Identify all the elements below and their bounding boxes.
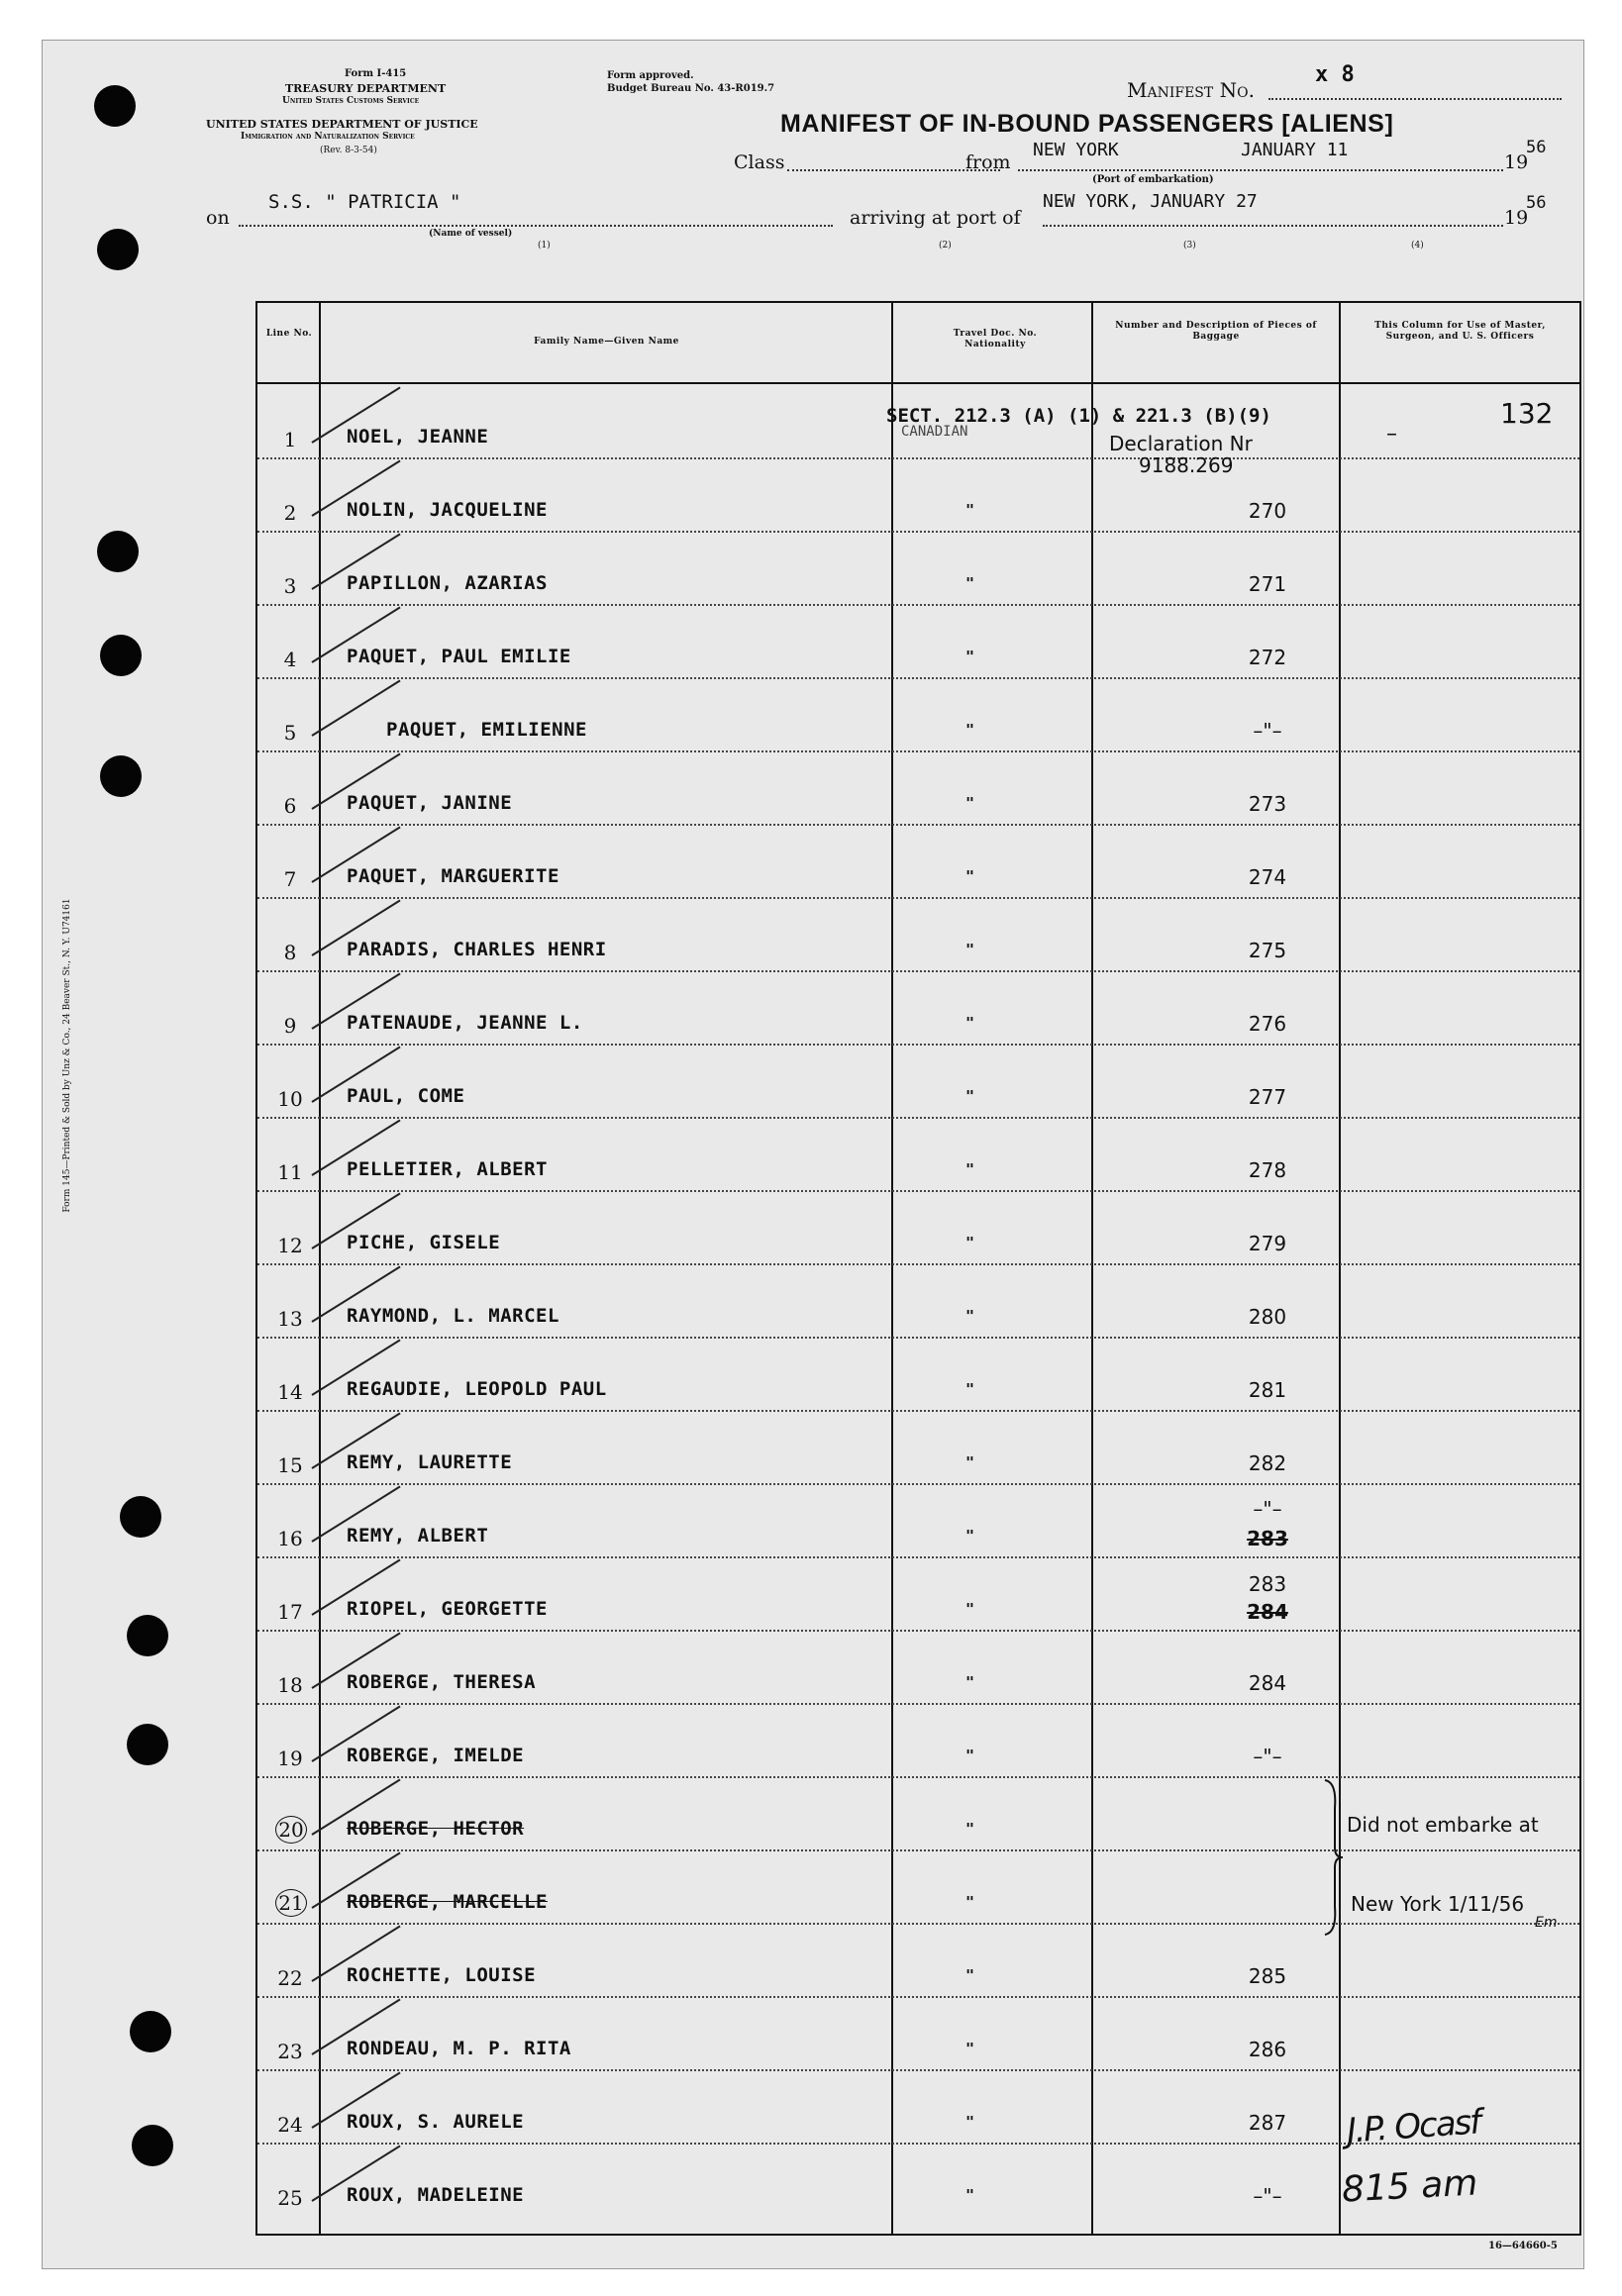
col-number-1: (1): [538, 241, 551, 250]
ins-service: Immigration and Naturalization Service: [241, 132, 415, 142]
arriving-label: arriving at port of: [850, 207, 1021, 229]
line-number: 2: [283, 501, 297, 525]
table-row: [257, 1410, 1579, 1485]
travel-doc: ": [965, 1600, 975, 1618]
travel-doc: ": [965, 1527, 975, 1545]
baggage-number: 287: [1248, 2111, 1287, 2135]
col-number-3: (3): [1183, 241, 1196, 250]
table-row: [257, 824, 1579, 899]
line-number: 16: [277, 1527, 303, 1550]
passenger-name: PAQUET, MARGUERITE: [347, 865, 559, 887]
nationality: CANADIAN: [901, 424, 968, 440]
table-row: [257, 1556, 1579, 1632]
passenger-name: REMY, ALBERT: [347, 1525, 489, 1547]
travel-doc: ": [965, 794, 975, 812]
baggage-number: –"–: [1253, 1745, 1282, 1768]
punch-hole: [100, 755, 142, 797]
line-number: 6: [283, 794, 297, 818]
table-row: [257, 677, 1579, 752]
table-row: [257, 531, 1579, 606]
line-number: 5: [283, 721, 297, 745]
baggage-number: 277: [1248, 1085, 1287, 1109]
travel-doc: ": [965, 1014, 975, 1032]
line-number: 25: [277, 2186, 303, 2210]
col-header-name: Family Name—Given Name: [534, 337, 679, 347]
line-number: 9: [283, 1014, 297, 1038]
punch-hole: [97, 531, 139, 572]
travel-doc: ": [965, 1307, 975, 1325]
travel-doc: ": [965, 1380, 975, 1398]
baggage-number: –"–: [1253, 2184, 1282, 2208]
line-number: 22: [277, 1966, 303, 1990]
port-caption: (Port of embarkation): [1092, 174, 1214, 185]
passenger-name: ROUX, MADELEINE: [347, 2184, 525, 2206]
manifest-title: MANIFEST OF IN-BOUND PASSENGERS [ALIENS]: [780, 110, 1394, 138]
passenger-name: REMY, LAURETTE: [347, 1451, 513, 1473]
baggage-number: 273: [1248, 792, 1287, 816]
table-row: [257, 1190, 1579, 1265]
table-row: [257, 604, 1579, 679]
punch-hole: [97, 229, 139, 270]
officer-dash: –: [1386, 422, 1397, 447]
line-number: 24: [277, 2113, 303, 2137]
baggage-number: 275: [1248, 939, 1287, 962]
class-label: Class: [734, 151, 785, 173]
manifest-sheet: [42, 40, 1584, 2269]
table-row: [257, 1630, 1579, 1705]
baggage-number: 272: [1248, 646, 1287, 669]
passenger-name: PAQUET, PAUL EMILIE: [347, 646, 571, 667]
passenger-name: PICHE, GISELE: [347, 1232, 501, 1253]
passenger-name: RIOPEL, GEORGETTE: [347, 1598, 548, 1620]
baggage-number: 279: [1248, 1232, 1287, 1255]
from-port: NEW YORK: [1033, 140, 1119, 160]
baggage-number: 270: [1248, 499, 1287, 523]
travel-doc: ": [965, 1893, 975, 1911]
passenger-name: ROBERGE, IMELDE: [347, 1745, 525, 1766]
travel-doc: ": [965, 2113, 975, 2131]
line-number: 11: [277, 1160, 303, 1184]
baggage-number: 285: [1248, 1964, 1287, 1988]
arrival-dots: [1043, 225, 1503, 227]
col-header-line: Line No.: [265, 329, 313, 339]
baggage-number: –"–: [1253, 719, 1282, 743]
col-number-2: (2): [939, 241, 952, 250]
justice-department: UNITED STATES DEPARTMENT OF JUSTICE: [206, 118, 478, 131]
travel-doc: ": [965, 1453, 975, 1471]
baggage-number: 278: [1248, 1158, 1287, 1182]
from-date: JANUARY 11: [1241, 140, 1349, 160]
table-row: [257, 1703, 1579, 1778]
line-number: 23: [277, 2040, 303, 2063]
line-number: 7: [283, 867, 297, 891]
punch-hole: [120, 1496, 161, 1538]
travel-doc: ": [965, 941, 975, 958]
table-row: [257, 750, 1579, 826]
table-row: [257, 1483, 1579, 1558]
manifest-label: Manifest No.: [1127, 78, 1255, 102]
treasury-department: TREASURY DEPARTMENT: [285, 82, 447, 95]
footer-code: 16—64660-5: [1488, 2241, 1558, 2251]
passenger-name: REGAUDIE, LEOPOLD PAUL: [347, 1378, 607, 1400]
vessel-dots: [239, 225, 833, 227]
line-number: 12: [277, 1234, 303, 1257]
passenger-name: RAYMOND, L. MARCEL: [347, 1305, 559, 1327]
line-number: 13: [277, 1307, 303, 1331]
manifest-dots: [1268, 98, 1562, 100]
crossed-baggage-number: 284: [1247, 1600, 1288, 1624]
side-print-text: Form 145—Printed & Sold by Unz & Co., 24 Beaver St., N. Y. U74161: [62, 898, 72, 1213]
punch-hole: [127, 1615, 168, 1656]
travel-doc: ": [965, 1966, 975, 1984]
line-number: 18: [277, 1673, 303, 1697]
table-row: [257, 1117, 1579, 1192]
from-dots: [1018, 169, 1503, 171]
travel-doc: ": [965, 574, 975, 592]
passenger-name: ROBERGE, THERESA: [347, 1671, 537, 1693]
punch-hole: [132, 2125, 173, 2166]
baggage-number: 276: [1248, 1012, 1287, 1036]
travel-doc: ": [965, 1673, 975, 1691]
baggage-number: 274: [1248, 865, 1287, 889]
table-row: [257, 970, 1579, 1046]
vessel-caption: (Name of vessel): [429, 229, 513, 239]
passenger-name: NOEL, JEANNE: [347, 426, 489, 448]
passenger-name: ROBERGE, HECTOR: [347, 1818, 525, 1840]
declaration-number: 9188.269: [1139, 453, 1234, 477]
passenger-name: PATENAUDE, JEANNE L.: [347, 1012, 583, 1034]
officer-number: 132: [1500, 397, 1554, 430]
baggage-number: 286: [1248, 2038, 1287, 2061]
line-number: 20: [275, 1816, 307, 1844]
travel-doc: ": [965, 2040, 975, 2057]
passenger-name: RONDEAU, M. P. RITA: [347, 2038, 571, 2059]
travel-doc: ": [965, 1160, 975, 1178]
travel-doc: ": [965, 2186, 975, 2204]
table-row: [257, 457, 1579, 533]
line-number: 15: [277, 1453, 303, 1477]
table-row: [257, 1337, 1579, 1412]
line-number: 19: [277, 1747, 303, 1770]
table-row: [257, 897, 1579, 972]
brace-mark: [1317, 1778, 1347, 1937]
officer-signature-time: 815 am: [1341, 2162, 1479, 2211]
travel-doc: ": [965, 867, 975, 885]
col-header-baggage: Number and Description of Pieces of Baggage: [1115, 321, 1317, 342]
year-prefix: 19: [1504, 151, 1529, 173]
year-prefix-2: 19: [1504, 207, 1529, 229]
col-header-travel: Travel Doc. No. Nationality: [953, 329, 1038, 349]
table-row: [257, 1923, 1579, 1998]
budget-bureau: Budget Bureau No. 43-R019.7: [607, 83, 775, 94]
year-value: 56: [1526, 138, 1547, 157]
travel-doc: ": [965, 721, 975, 739]
year-value-2: 56: [1526, 193, 1547, 213]
vessel-name: S.S. " PATRICIA ": [268, 191, 461, 213]
not-embarked-note-2: New York 1/11/56: [1351, 1892, 1525, 1916]
table-row: [257, 1044, 1579, 1119]
baggage-number: 283: [1248, 1572, 1287, 1596]
passenger-table: [255, 301, 1581, 2236]
passenger-name: ROCHETTE, LOUISE: [347, 1964, 537, 1986]
crossed-baggage-number: 283: [1247, 1527, 1288, 1550]
revision: (Rev. 8-3-54): [320, 146, 377, 155]
passenger-name: PAQUET, EMILIENNE: [386, 719, 587, 741]
passenger-name: NOLIN, JACQUELINE: [347, 499, 548, 521]
travel-doc: ": [965, 1234, 975, 1251]
passenger-name: ROUX, S. AURELE: [347, 2111, 525, 2133]
baggage-number: 271: [1248, 572, 1287, 596]
line-number: 10: [277, 1087, 303, 1111]
punch-hole: [94, 85, 136, 127]
travel-doc: ": [965, 648, 975, 665]
col-number-4: (4): [1411, 241, 1424, 250]
passenger-name: PAUL, COME: [347, 1085, 465, 1107]
from-label: from: [965, 151, 1011, 173]
punch-hole: [130, 2011, 171, 2052]
punch-hole: [127, 1724, 168, 1765]
manifest-number: x 8: [1315, 62, 1355, 87]
travel-doc: ": [965, 1747, 975, 1764]
arrival-port: NEW YORK, JANUARY 27: [1043, 191, 1258, 212]
passenger-name: PAQUET, JANINE: [347, 792, 513, 814]
baggage-number: 282: [1248, 1451, 1287, 1475]
table-row: [257, 1263, 1579, 1339]
passenger-name: PARADIS, CHARLES HENRI: [347, 939, 607, 960]
section-code: SECT. 212.3 (A) (1) & 221.3 (B)(9): [886, 405, 1271, 427]
line-number: 17: [277, 1600, 303, 1624]
officer-signature: J.P. Ocasf: [1345, 2102, 1481, 2151]
officer-initials: Em: [1535, 1915, 1558, 1931]
passenger-rows: [257, 384, 1579, 2234]
form-approved: Form approved.: [607, 70, 694, 81]
passenger-name: ROBERGE, MARCELLE: [347, 1891, 548, 1913]
line-number: 3: [283, 574, 297, 598]
table-row: [257, 1996, 1579, 2071]
baggage-number: 284: [1248, 1671, 1287, 1695]
col-header-officers: This Column for Use of Master, Surgeon, and U. S. Officers: [1374, 321, 1546, 342]
declaration-label: Declaration Nr: [1109, 432, 1253, 455]
form-number: Form I-415: [345, 68, 407, 79]
travel-doc: ": [965, 1087, 975, 1105]
passenger-name: PELLETIER, ALBERT: [347, 1158, 548, 1180]
line-number: 1: [283, 428, 297, 451]
baggage-number: 281: [1248, 1378, 1287, 1402]
baggage-number: 280: [1248, 1305, 1287, 1329]
line-number: 21: [275, 1889, 307, 1917]
line-number: 14: [277, 1380, 303, 1404]
baggage-number: –"–: [1253, 1497, 1282, 1521]
line-number: 8: [283, 941, 297, 964]
travel-doc: ": [965, 501, 975, 519]
on-label: on: [206, 207, 230, 229]
customs-service: United States Customs Service: [282, 96, 420, 106]
line-number: 4: [283, 648, 297, 671]
punch-hole: [100, 635, 142, 676]
passenger-name: PAPILLON, AZARIAS: [347, 572, 548, 594]
travel-doc: ": [965, 1820, 975, 1838]
not-embarked-note: Did not embarke at: [1347, 1813, 1539, 1837]
